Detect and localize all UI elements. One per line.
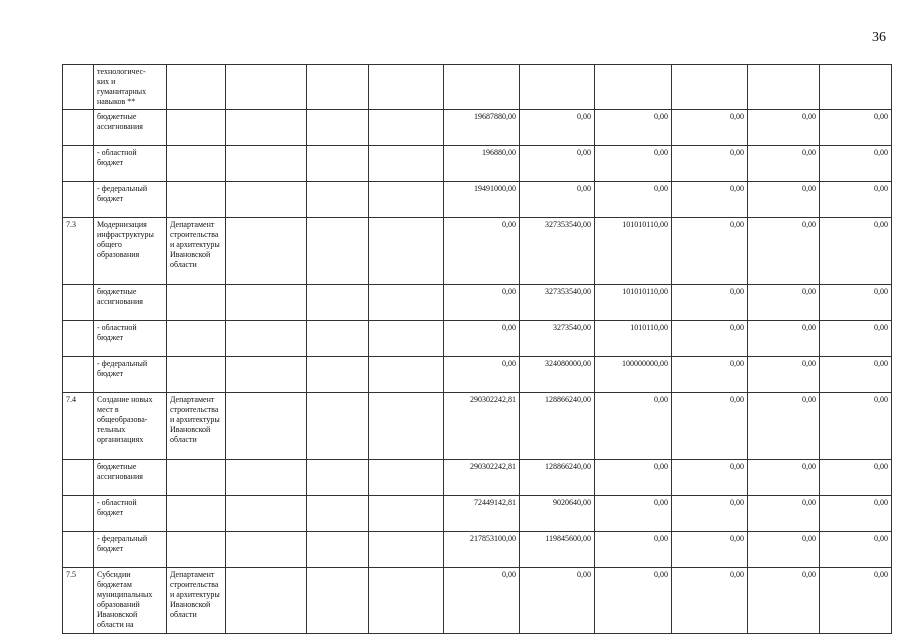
value-cell: 0,00 bbox=[444, 568, 520, 634]
empty-cell bbox=[369, 357, 444, 393]
value-cell: 0,00 bbox=[595, 110, 672, 146]
value-cell bbox=[444, 65, 520, 110]
row-executor bbox=[167, 65, 226, 110]
empty-cell bbox=[369, 182, 444, 218]
row-name: Модернизация инфраструктуры общего образования bbox=[94, 218, 167, 285]
value-cell: 0,00 bbox=[595, 532, 672, 568]
table-row bbox=[63, 460, 892, 496]
value-cell: 0,00 bbox=[520, 568, 595, 634]
empty-cell bbox=[307, 285, 369, 321]
value-cell: 119845600,00 bbox=[520, 532, 595, 568]
row-code bbox=[63, 532, 94, 568]
page-number: 36 bbox=[872, 30, 886, 45]
value-cell: 0,00 bbox=[748, 285, 820, 321]
value-cell: 0,00 bbox=[595, 146, 672, 182]
value-cell: 327353540,00 bbox=[520, 218, 595, 285]
empty-cell bbox=[369, 460, 444, 496]
row-executor: Департамент строительства и архитектуры Ивановской области bbox=[167, 218, 226, 285]
value-cell: 0,00 bbox=[672, 110, 748, 146]
row-code bbox=[63, 321, 94, 357]
value-cell: 101010110,00 bbox=[595, 285, 672, 321]
value-cell: 0,00 bbox=[520, 110, 595, 146]
value-cell bbox=[672, 65, 748, 110]
empty-cell bbox=[226, 496, 307, 532]
row-executor: Департамент строительства и архитектуры Ивановской области bbox=[167, 393, 226, 460]
empty-cell bbox=[369, 146, 444, 182]
value-cell: 0,00 bbox=[748, 568, 820, 634]
value-cell: 324080000,00 bbox=[520, 357, 595, 393]
table-row bbox=[63, 568, 892, 634]
value-cell: 0,00 bbox=[748, 532, 820, 568]
empty-cell bbox=[307, 110, 369, 146]
row-name: Субсидии бюджетам муниципальных образований Ивановской области на bbox=[94, 568, 167, 634]
value-cell: 0,00 bbox=[820, 146, 892, 182]
row-name: - областной бюджет bbox=[94, 321, 167, 357]
value-cell: 0,00 bbox=[820, 568, 892, 634]
row-code bbox=[63, 182, 94, 218]
value-cell: 0,00 bbox=[595, 393, 672, 460]
value-cell: 0,00 bbox=[595, 460, 672, 496]
value-cell: 3273540,00 bbox=[520, 321, 595, 357]
table-row bbox=[63, 110, 892, 146]
value-cell: 0,00 bbox=[748, 460, 820, 496]
row-name: Создание новых мест в общеобразова- тельных организациях bbox=[94, 393, 167, 460]
empty-cell bbox=[369, 110, 444, 146]
empty-cell bbox=[226, 218, 307, 285]
row-code bbox=[63, 146, 94, 182]
table-row bbox=[63, 496, 892, 532]
row-executor bbox=[167, 532, 226, 568]
empty-cell bbox=[369, 532, 444, 568]
row-executor bbox=[167, 321, 226, 357]
value-cell: 290302242,81 bbox=[444, 460, 520, 496]
value-cell: 9020640,00 bbox=[520, 496, 595, 532]
row-code bbox=[63, 496, 94, 532]
value-cell: 0,00 bbox=[820, 285, 892, 321]
row-name: - областной бюджет bbox=[94, 146, 167, 182]
value-cell: 0,00 bbox=[595, 568, 672, 634]
value-cell: 0,00 bbox=[820, 357, 892, 393]
value-cell: 0,00 bbox=[672, 460, 748, 496]
value-cell: 0,00 bbox=[748, 393, 820, 460]
value-cell: 0,00 bbox=[672, 218, 748, 285]
row-name: бюджетные ассигнования bbox=[94, 285, 167, 321]
empty-cell bbox=[226, 393, 307, 460]
value-cell bbox=[820, 65, 892, 110]
value-cell: 0,00 bbox=[748, 182, 820, 218]
row-name: бюджетные ассигнования bbox=[94, 110, 167, 146]
value-cell: 0,00 bbox=[444, 285, 520, 321]
row-code: 7.3 bbox=[63, 218, 94, 285]
empty-cell bbox=[226, 357, 307, 393]
value-cell: 0,00 bbox=[748, 357, 820, 393]
value-cell: 0,00 bbox=[820, 218, 892, 285]
empty-cell bbox=[307, 568, 369, 634]
table-row bbox=[63, 393, 892, 460]
empty-cell bbox=[307, 357, 369, 393]
value-cell bbox=[520, 65, 595, 110]
value-cell: 0,00 bbox=[748, 146, 820, 182]
value-cell: 19491000,00 bbox=[444, 182, 520, 218]
value-cell: 128866240,00 bbox=[520, 393, 595, 460]
value-cell: 0,00 bbox=[672, 321, 748, 357]
row-name: - федеральный бюджет bbox=[94, 182, 167, 218]
table-row bbox=[63, 146, 892, 182]
value-cell: 72449142,81 bbox=[444, 496, 520, 532]
empty-cell bbox=[226, 146, 307, 182]
empty-cell bbox=[307, 146, 369, 182]
table-row bbox=[63, 65, 892, 110]
empty-cell bbox=[226, 182, 307, 218]
row-code bbox=[63, 65, 94, 110]
empty-cell bbox=[369, 285, 444, 321]
value-cell: 0,00 bbox=[595, 182, 672, 218]
row-code bbox=[63, 460, 94, 496]
value-cell: 0,00 bbox=[672, 146, 748, 182]
value-cell: 0,00 bbox=[748, 110, 820, 146]
table-row bbox=[63, 532, 892, 568]
row-code bbox=[63, 357, 94, 393]
value-cell: 0,00 bbox=[520, 182, 595, 218]
value-cell: 0,00 bbox=[748, 496, 820, 532]
value-cell: 0,00 bbox=[672, 285, 748, 321]
budget-table bbox=[62, 64, 892, 634]
value-cell bbox=[595, 65, 672, 110]
row-code: 7.4 bbox=[63, 393, 94, 460]
value-cell: 0,00 bbox=[820, 110, 892, 146]
value-cell: 0,00 bbox=[672, 568, 748, 634]
empty-cell bbox=[226, 110, 307, 146]
row-executor bbox=[167, 110, 226, 146]
value-cell: 0,00 bbox=[748, 321, 820, 357]
empty-cell bbox=[369, 218, 444, 285]
row-name: бюджетные ассигнования bbox=[94, 460, 167, 496]
row-executor bbox=[167, 496, 226, 532]
row-executor bbox=[167, 146, 226, 182]
empty-cell bbox=[307, 182, 369, 218]
empty-cell bbox=[226, 532, 307, 568]
row-executor bbox=[167, 285, 226, 321]
value-cell: 0,00 bbox=[820, 393, 892, 460]
value-cell: 0,00 bbox=[820, 182, 892, 218]
value-cell: 327353540,00 bbox=[520, 285, 595, 321]
value-cell: 290302242,81 bbox=[444, 393, 520, 460]
row-code: 7.5 bbox=[63, 568, 94, 634]
value-cell: 128866240,00 bbox=[520, 460, 595, 496]
value-cell: 0,00 bbox=[672, 532, 748, 568]
empty-cell bbox=[369, 65, 444, 110]
empty-cell bbox=[226, 460, 307, 496]
value-cell: 217853100,00 bbox=[444, 532, 520, 568]
table-row bbox=[63, 321, 892, 357]
row-executor bbox=[167, 182, 226, 218]
value-cell: 0,00 bbox=[820, 460, 892, 496]
row-name: - федеральный бюджет bbox=[94, 532, 167, 568]
empty-cell bbox=[307, 321, 369, 357]
empty-cell bbox=[307, 65, 369, 110]
value-cell: 0,00 bbox=[444, 321, 520, 357]
value-cell: 196880,00 bbox=[444, 146, 520, 182]
value-cell bbox=[748, 65, 820, 110]
empty-cell bbox=[226, 65, 307, 110]
table-row bbox=[63, 182, 892, 218]
empty-cell bbox=[226, 321, 307, 357]
row-executor bbox=[167, 357, 226, 393]
value-cell: 1010110,00 bbox=[595, 321, 672, 357]
value-cell: 0,00 bbox=[820, 496, 892, 532]
value-cell: 0,00 bbox=[820, 532, 892, 568]
value-cell: 100000000,00 bbox=[595, 357, 672, 393]
value-cell: 101010110,00 bbox=[595, 218, 672, 285]
row-executor: Департамент строительства и архитектуры Ивановской области bbox=[167, 568, 226, 634]
value-cell: 0,00 bbox=[748, 218, 820, 285]
value-cell: 0,00 bbox=[820, 321, 892, 357]
empty-cell bbox=[307, 218, 369, 285]
row-code bbox=[63, 110, 94, 146]
row-name: - федеральный бюджет bbox=[94, 357, 167, 393]
value-cell: 0,00 bbox=[672, 357, 748, 393]
value-cell: 19687880,00 bbox=[444, 110, 520, 146]
row-code bbox=[63, 285, 94, 321]
value-cell: 0,00 bbox=[444, 218, 520, 285]
empty-cell bbox=[369, 568, 444, 634]
empty-cell bbox=[307, 393, 369, 460]
value-cell: 0,00 bbox=[672, 496, 748, 532]
empty-cell bbox=[369, 393, 444, 460]
row-executor bbox=[167, 460, 226, 496]
empty-cell bbox=[369, 496, 444, 532]
empty-cell bbox=[226, 568, 307, 634]
table-row bbox=[63, 218, 892, 285]
table-row bbox=[63, 285, 892, 321]
value-cell: 0,00 bbox=[672, 393, 748, 460]
empty-cell bbox=[307, 532, 369, 568]
table-row bbox=[63, 357, 892, 393]
row-name: технологичес- ких и гуманитарных навыков ** bbox=[94, 65, 167, 110]
empty-cell bbox=[226, 285, 307, 321]
value-cell: 0,00 bbox=[444, 357, 520, 393]
empty-cell bbox=[307, 460, 369, 496]
row-name: - областной бюджет bbox=[94, 496, 167, 532]
value-cell: 0,00 bbox=[520, 146, 595, 182]
empty-cell bbox=[307, 496, 369, 532]
value-cell: 0,00 bbox=[672, 182, 748, 218]
value-cell: 0,00 bbox=[595, 496, 672, 532]
empty-cell bbox=[369, 321, 444, 357]
